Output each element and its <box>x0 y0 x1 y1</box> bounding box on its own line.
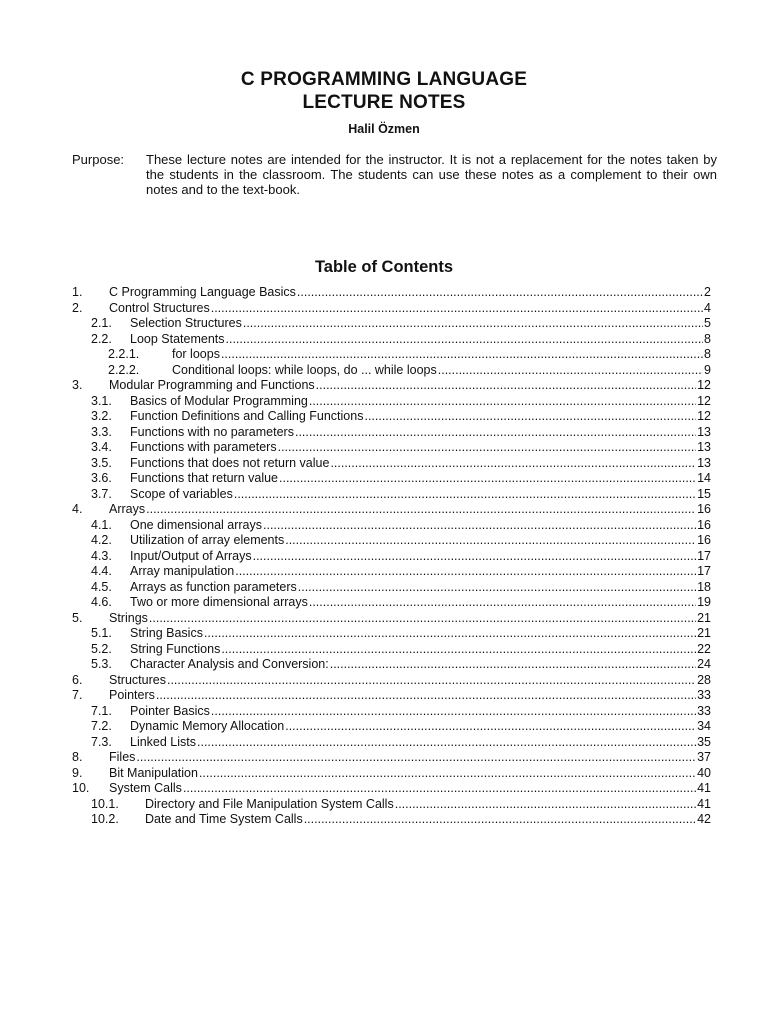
toc-entry-title: C Programming Language Basics <box>109 285 296 299</box>
toc-entry[interactable] <box>72 719 711 735</box>
toc-entry-number: 10.1. <box>91 796 119 811</box>
toc-entry-number: 4.6. <box>91 595 112 609</box>
toc-entry-title: Functions that does not return value <box>130 455 330 470</box>
toc-entry-page-number: 13 <box>697 424 711 439</box>
toc-entry-page-number: 19 <box>697 595 711 609</box>
toc-entry-page-number: 41 <box>697 796 711 811</box>
toc-entry[interactable] <box>72 735 711 751</box>
toc-entry-title: Date and Time System Calls <box>145 812 303 826</box>
toc-dot-leader <box>309 394 696 410</box>
toc-entry[interactable] <box>72 704 711 720</box>
toc-entry[interactable] <box>72 642 711 658</box>
toc-entry[interactable] <box>72 456 711 472</box>
purpose-text: These lecture notes are intended for the instructor. It is not a replacement for the notes taken by the students in the classroom. The students can use these notes as a complement to their own notes and to the text-book. <box>146 152 717 197</box>
toc-entry-number: 4.1. <box>91 517 112 532</box>
toc-entry[interactable] <box>72 332 711 348</box>
toc-entry[interactable] <box>72 533 711 549</box>
toc-entry-title: String Functions <box>130 641 221 656</box>
toc-entry-title: Array manipulation <box>130 564 235 578</box>
toc-entry-number: 2. <box>72 300 83 315</box>
toc-entry-page-number: 17 <box>697 548 711 563</box>
toc-entry-number: 1. <box>72 285 83 299</box>
toc-entry-title: Functions with no parameters <box>130 424 294 439</box>
toc-entry[interactable] <box>72 347 711 363</box>
toc-entry-page-number: 13 <box>697 455 711 470</box>
toc-entry-number: 4. <box>72 502 83 516</box>
toc-dot-leader <box>309 595 696 611</box>
toc-dot-leader <box>438 363 703 379</box>
toc-entry[interactable] <box>72 440 711 456</box>
toc-entry-page-number: 35 <box>697 734 711 749</box>
toc-dot-leader <box>330 657 696 673</box>
toc-entry-page-number: 8 <box>704 331 711 346</box>
toc-entry-page-number: 42 <box>697 812 711 826</box>
toc-entry-title: Control Structures <box>109 300 210 315</box>
toc-dot-leader <box>279 471 696 487</box>
toc-entry-title: for loops <box>172 347 220 361</box>
toc-entry-page-number: 22 <box>697 641 711 656</box>
toc-entry-page-number: 34 <box>697 719 711 733</box>
toc-entry-page-number: 14 <box>697 471 711 485</box>
toc-entry-number: 3.4. <box>91 440 112 454</box>
toc-entry-number: 3.1. <box>91 393 112 408</box>
toc-entry-number: 10. <box>72 781 90 795</box>
toc-dot-leader <box>263 518 696 534</box>
toc-dot-leader <box>304 812 696 828</box>
toc-entry[interactable] <box>72 564 711 580</box>
toc-dot-leader <box>136 750 696 766</box>
toc-entry-page-number: 24 <box>697 657 711 671</box>
toc-entry-number: 3.5. <box>91 455 112 470</box>
toc-heading: Table of Contents <box>314 258 454 276</box>
toc-entry[interactable] <box>72 626 711 642</box>
toc-dot-leader <box>211 301 703 317</box>
toc-entry-page-number: 4 <box>704 300 711 315</box>
toc-dot-leader <box>199 766 696 782</box>
toc-entry[interactable] <box>72 812 711 828</box>
toc-dot-leader <box>285 719 696 735</box>
toc-entry[interactable] <box>72 487 711 503</box>
toc-dot-leader <box>298 580 696 596</box>
table-of-contents <box>72 285 711 828</box>
toc-entry-title: Utilization of array elements <box>130 533 285 547</box>
toc-entry-number: 3.3. <box>91 424 112 439</box>
toc-entry[interactable] <box>72 750 711 766</box>
toc-entry-page-number: 2 <box>704 285 711 299</box>
toc-entry-page-number: 16 <box>697 533 711 547</box>
toc-entry-number: 7.2. <box>91 719 112 733</box>
toc-dot-leader <box>226 332 704 348</box>
toc-entry[interactable] <box>72 673 711 689</box>
toc-entry-title: Two or more dimensional arrays <box>130 595 308 609</box>
toc-entry-number: 4.5. <box>91 579 112 594</box>
toc-dot-leader <box>285 533 696 549</box>
toc-entry-page-number: 40 <box>697 765 711 780</box>
toc-entry-number: 9. <box>72 765 83 780</box>
toc-entry[interactable] <box>72 781 711 797</box>
toc-entry-title: Strings <box>109 610 148 625</box>
toc-entry-number: 5.1. <box>91 626 112 640</box>
toc-entry[interactable] <box>72 688 711 704</box>
toc-entry-page-number: 5 <box>704 316 711 330</box>
toc-entry-title: System Calls <box>109 781 182 795</box>
toc-entry[interactable] <box>72 518 711 534</box>
toc-entry-page-number: 12 <box>697 393 711 408</box>
toc-entry[interactable] <box>72 502 711 518</box>
document-title-line1: C PROGRAMMING LANGUAGE <box>240 69 528 90</box>
toc-entry[interactable] <box>72 425 711 441</box>
toc-dot-leader <box>197 735 696 751</box>
toc-entry-page-number: 21 <box>697 610 711 625</box>
toc-entry-title: Character Analysis and Conversion: <box>130 657 329 671</box>
toc-entry-number: 4.4. <box>91 564 112 578</box>
toc-entry[interactable] <box>72 301 711 317</box>
toc-entry-page-number: 21 <box>697 626 711 640</box>
toc-entry-title: Loop Statements <box>130 331 225 346</box>
toc-dot-leader <box>204 626 696 642</box>
toc-entry-title: Conditional loops: while loops, do ... while loops <box>172 362 437 377</box>
toc-entry-page-number: 28 <box>697 672 711 687</box>
toc-dot-leader <box>253 549 696 565</box>
toc-entry-page-number: 16 <box>697 517 711 532</box>
toc-entry-title: Modular Programming and Functions <box>109 378 315 392</box>
toc-entry-number: 2.2. <box>91 331 112 346</box>
toc-entry-number: 3.2. <box>91 409 112 423</box>
toc-entry[interactable] <box>72 657 711 673</box>
toc-entry-page-number: 13 <box>697 440 711 454</box>
toc-dot-leader <box>295 425 696 441</box>
toc-entry-page-number: 17 <box>697 564 711 578</box>
toc-entry-number: 6. <box>72 672 83 687</box>
toc-entry[interactable] <box>72 285 711 301</box>
toc-entry-title: Bit Manipulation <box>109 765 198 780</box>
toc-entry-title: Arrays as function parameters <box>130 579 297 594</box>
toc-entry-page-number: 8 <box>704 347 711 361</box>
toc-dot-leader <box>167 673 696 689</box>
toc-entry-title: Linked Lists <box>130 734 197 749</box>
toc-entry-title: Pointers <box>109 688 155 702</box>
toc-entry-title: Basics of Modular Programming <box>130 393 308 408</box>
toc-dot-leader <box>234 487 696 503</box>
toc-entry-number: 4.3. <box>91 548 112 563</box>
toc-entry-title: Files <box>109 750 136 764</box>
toc-dot-leader <box>330 456 696 472</box>
toc-entry[interactable] <box>72 316 711 332</box>
toc-dot-leader <box>183 781 696 797</box>
toc-entry-title: Pointer Basics <box>130 703 210 718</box>
toc-entry[interactable] <box>72 595 711 611</box>
toc-dot-leader <box>221 642 696 658</box>
toc-entry-number: 3.7. <box>91 486 112 501</box>
toc-entry[interactable] <box>72 378 711 394</box>
toc-entry-number: 2.2.1. <box>108 347 140 361</box>
toc-entry-page-number: 41 <box>697 781 711 795</box>
toc-entry-number: 7.1. <box>91 703 112 718</box>
toc-entry-page-number: 16 <box>697 502 711 516</box>
toc-entry-title: Scope of variables <box>130 486 233 501</box>
toc-entry-number: 2.1. <box>91 316 112 330</box>
toc-entry[interactable] <box>72 549 711 565</box>
toc-entry-title: Functions with parameters <box>130 440 277 454</box>
toc-dot-leader <box>235 564 696 580</box>
toc-dot-leader <box>146 502 696 518</box>
toc-entry-page-number: 33 <box>697 703 711 718</box>
toc-entry-page-number: 33 <box>697 688 711 702</box>
toc-entry-title: Functions that return value <box>130 471 278 485</box>
toc-entry-number: 7.3. <box>91 734 112 749</box>
toc-entry-title: Input/Output of Arrays <box>130 548 252 563</box>
toc-entry-title: Selection Structures <box>130 316 242 330</box>
toc-entry-number: 10.2. <box>91 812 119 826</box>
toc-entry[interactable] <box>72 611 711 627</box>
toc-dot-leader <box>221 347 703 363</box>
toc-dot-leader <box>278 440 697 456</box>
toc-entry[interactable] <box>72 580 711 596</box>
toc-entry-number: 8. <box>72 750 83 764</box>
toc-entry-number: 7. <box>72 688 83 702</box>
toc-entry-title: Directory and File Manipulation System Calls <box>145 796 394 811</box>
toc-entry-page-number: 9 <box>704 362 711 377</box>
toc-entry[interactable] <box>72 409 711 425</box>
toc-dot-leader <box>364 409 696 425</box>
toc-entry-page-number: 37 <box>697 750 711 764</box>
toc-entry-page-number: 18 <box>697 579 711 594</box>
toc-entry-title: Structures <box>109 672 166 687</box>
toc-entry-number: 2.2.2. <box>108 362 140 377</box>
toc-entry-number: 3.6. <box>91 471 112 485</box>
toc-entry-title: Function Definitions and Calling Functions <box>130 409 364 423</box>
toc-entry[interactable] <box>72 766 711 782</box>
toc-dot-leader <box>316 378 696 394</box>
toc-dot-leader <box>297 285 703 301</box>
toc-entry-page-number: 12 <box>697 378 711 392</box>
toc-entry[interactable] <box>72 471 711 487</box>
toc-entry[interactable] <box>72 394 711 410</box>
toc-entry[interactable] <box>72 363 711 379</box>
toc-entry-title: Dynamic Memory Allocation <box>130 719 285 733</box>
toc-entry-number: 4.2. <box>91 533 112 547</box>
toc-dot-leader <box>395 797 696 813</box>
toc-entry-number: 5.2. <box>91 641 112 656</box>
document-title-line2: LECTURE NOTES <box>302 92 466 113</box>
toc-dot-leader <box>243 316 703 332</box>
author-name: Halil Özmen <box>348 122 420 136</box>
toc-entry-number: 5.3. <box>91 657 112 671</box>
toc-entry-title: String Basics <box>130 626 203 640</box>
toc-entry-title: One dimensional arrays <box>130 517 263 532</box>
toc-dot-leader <box>211 704 696 720</box>
toc-entry[interactable] <box>72 797 711 813</box>
toc-entry-title: Arrays <box>109 502 146 516</box>
toc-entry-page-number: 12 <box>697 409 711 423</box>
toc-dot-leader <box>149 611 696 627</box>
toc-dot-leader <box>156 688 696 704</box>
toc-entry-number: 5. <box>72 610 83 625</box>
toc-entry-page-number: 15 <box>697 486 711 501</box>
purpose-label: Purpose: <box>72 152 125 167</box>
toc-entry-number: 3. <box>72 378 83 392</box>
